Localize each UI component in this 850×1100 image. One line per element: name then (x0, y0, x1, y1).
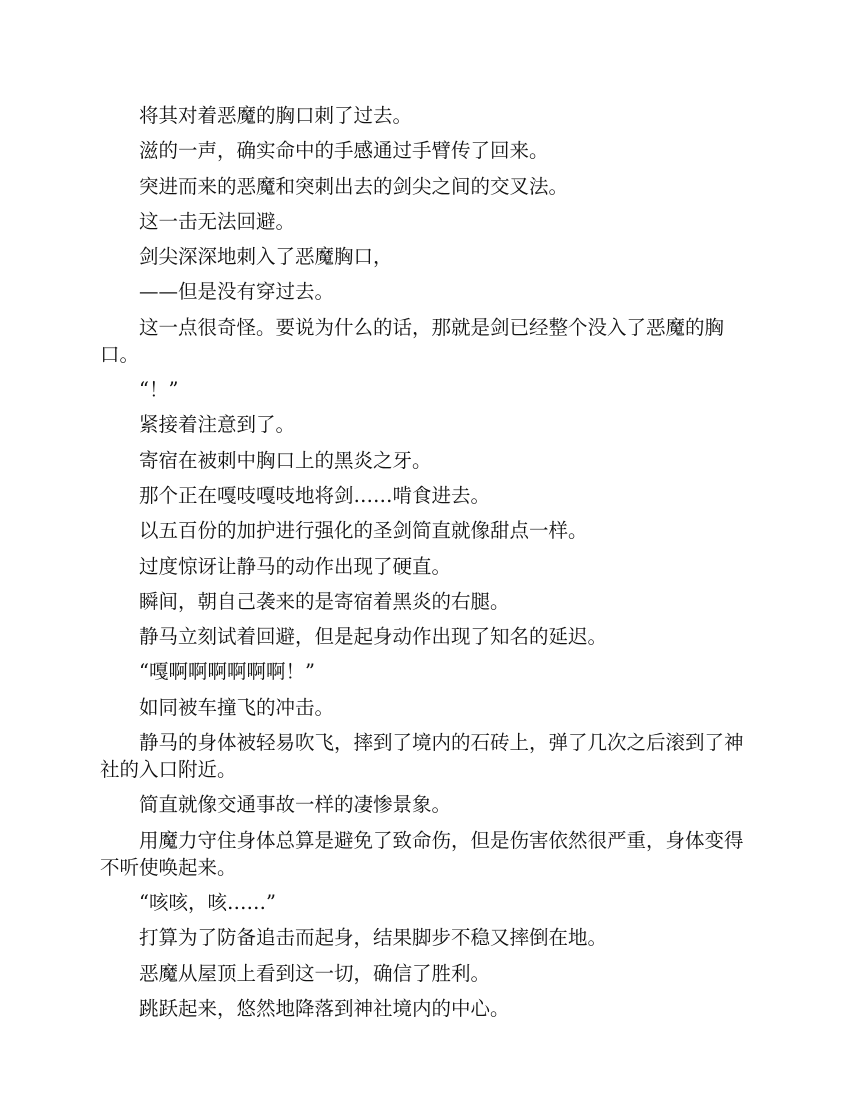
paragraph: 这一击无法回避。 (139, 209, 296, 233)
paragraph: 这一点很奇怪。要说为什么的话，那就是剑已经整个没入了恶魔的胸口。 (100, 315, 725, 366)
paragraph: 如同被车撞飞的冲击。 (139, 695, 335, 719)
paragraph: 简直就像交通事故一样的凄惨景象。 (139, 793, 452, 817)
paragraph: 寄宿在被刺中胸口上的黑炎之牙。 (139, 448, 432, 472)
paragraph: 打算为了防备追击而起身，结果脚步不稳又摔倒在地。 (139, 926, 608, 950)
paragraph: “！” (139, 378, 179, 402)
paragraph: 静马立刻试着回避，但是起身动作出现了知名的延迟。 (139, 625, 608, 649)
paragraph: 紧接着注意到了。 (139, 413, 296, 437)
paragraph: “咳咳，咳……” (139, 890, 276, 914)
paragraph: 恶魔从屋顶上看到这一切，确信了胜利。 (139, 961, 491, 985)
paragraph: 那个正在嘎吱嘎吱地将剑……啃食进去。 (139, 483, 491, 507)
paragraph: 突进而来的恶魔和突刺出去的剑尖之间的交叉法。 (139, 174, 569, 198)
paragraph: 静马的身体被轻易吹飞，摔到了境内的石砖上，弹了几次之后滚到了神社的入口附近。 (100, 731, 744, 782)
paragraph: 将其对着恶魔的胸口刺了过去。 (139, 104, 413, 127)
paragraph: 跳跃起来，悠然地降落到神社境内的中心。 (139, 996, 510, 1020)
paragraph: 以五百份的加护进行强化的圣剑简直就像甜点一样。 (139, 519, 588, 543)
paragraph: 滋的一声，确实命中的手感通过手臂传了回来。 (139, 139, 549, 163)
paragraph: 用魔力守住身体总算是避免了致命伤，但是伤害依然很严重，身体变得不听使唤起来。 (100, 828, 744, 879)
document-body (100, 102, 750, 1030)
paragraph: 剑尖深深地刺入了恶魔胸口， (139, 245, 393, 269)
paragraph: 瞬间，朝自己袭来的是寄宿着黑炎的右腿。 (139, 589, 510, 613)
paragraph: 过度惊讶让静马的动作出现了硬直。 (139, 554, 452, 578)
paragraph: ——但是没有穿过去。 (139, 280, 335, 304)
paragraph: “嘎啊啊啊啊啊啊！” (139, 660, 315, 684)
